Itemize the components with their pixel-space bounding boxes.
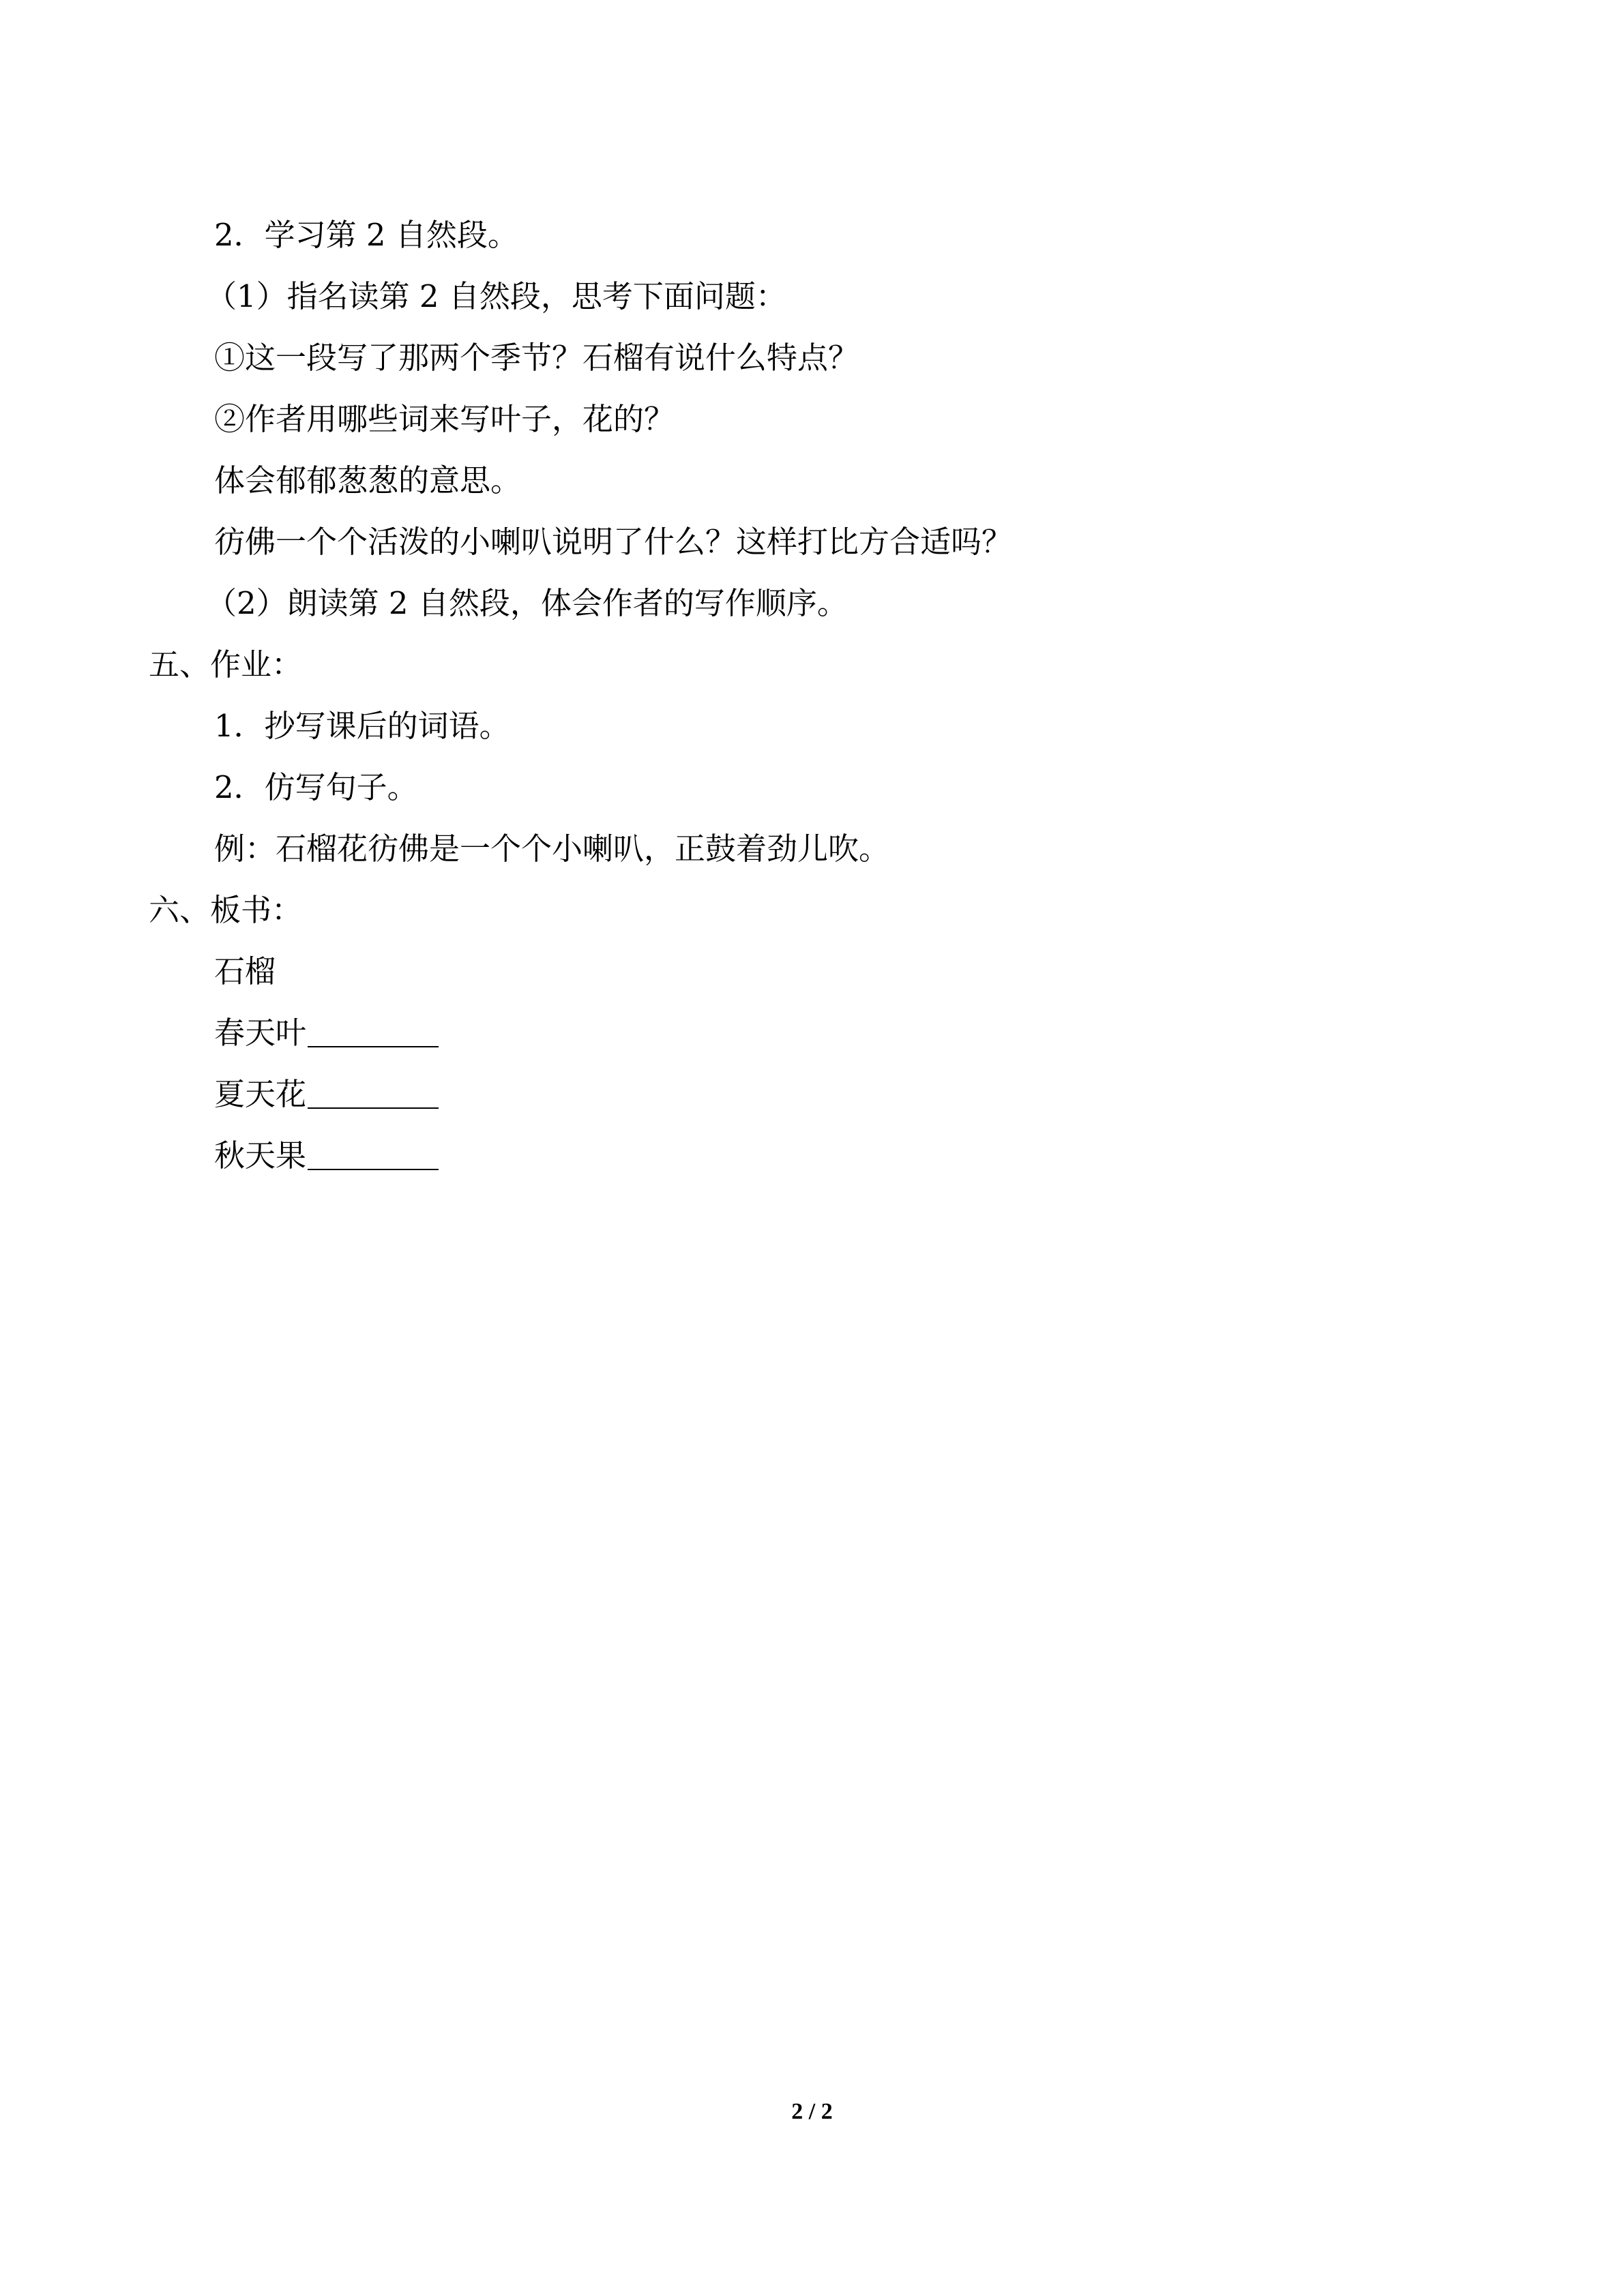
- blackboard-row-label: 秋天果: [214, 1137, 307, 1174]
- question-2: ②作者用哪些词来写叶子，花的？: [214, 401, 675, 437]
- paragraph-read-aloud: （2）朗读第 2 自然段，体会作者的写作顺序。: [206, 585, 848, 621]
- blackboard-row-summer: [149, 1064, 1479, 1125]
- homework-example: 例：石榴花彷佛是一个个小喇叭，正鼓着劲儿吹。: [214, 831, 890, 867]
- paragraph-reading-task: （1）指名读第 2 自然段，思考下面问题：: [206, 278, 786, 314]
- paragraph-study-heading: 2．学习第 2 自然段。: [214, 217, 518, 253]
- blackboard-row-label: 夏天花: [214, 1076, 307, 1112]
- blackboard-title: 石榴: [214, 953, 276, 989]
- question-1: ①这一段写了那两个季节？石榴有说什么特点？: [214, 340, 859, 376]
- paragraph-metaphor-question: 彷佛一个个活泼的小喇叭说明了什么？这样打比方合适吗？: [214, 524, 1013, 560]
- paragraph-understand: 体会郁郁葱葱的意思。: [214, 462, 522, 498]
- section-homework-heading: 五、作业：: [149, 646, 303, 683]
- blackboard-row-autumn: [149, 1125, 1479, 1187]
- document-body: [149, 205, 1479, 1187]
- fill-blank-line: [308, 1043, 439, 1047]
- blackboard-row-spring: [149, 1002, 1479, 1064]
- blackboard-row-label: 春天叶: [214, 1015, 307, 1051]
- section-blackboard-heading: 六、板书：: [149, 892, 303, 928]
- fill-blank-line: [308, 1105, 439, 1109]
- fill-blank-line: [308, 1166, 439, 1170]
- homework-item-2: 2．仿写句子。: [214, 769, 418, 805]
- page-number: 2 / 2: [791, 2099, 833, 2124]
- homework-item-1: 1．抄写课后的词语。: [214, 708, 510, 744]
